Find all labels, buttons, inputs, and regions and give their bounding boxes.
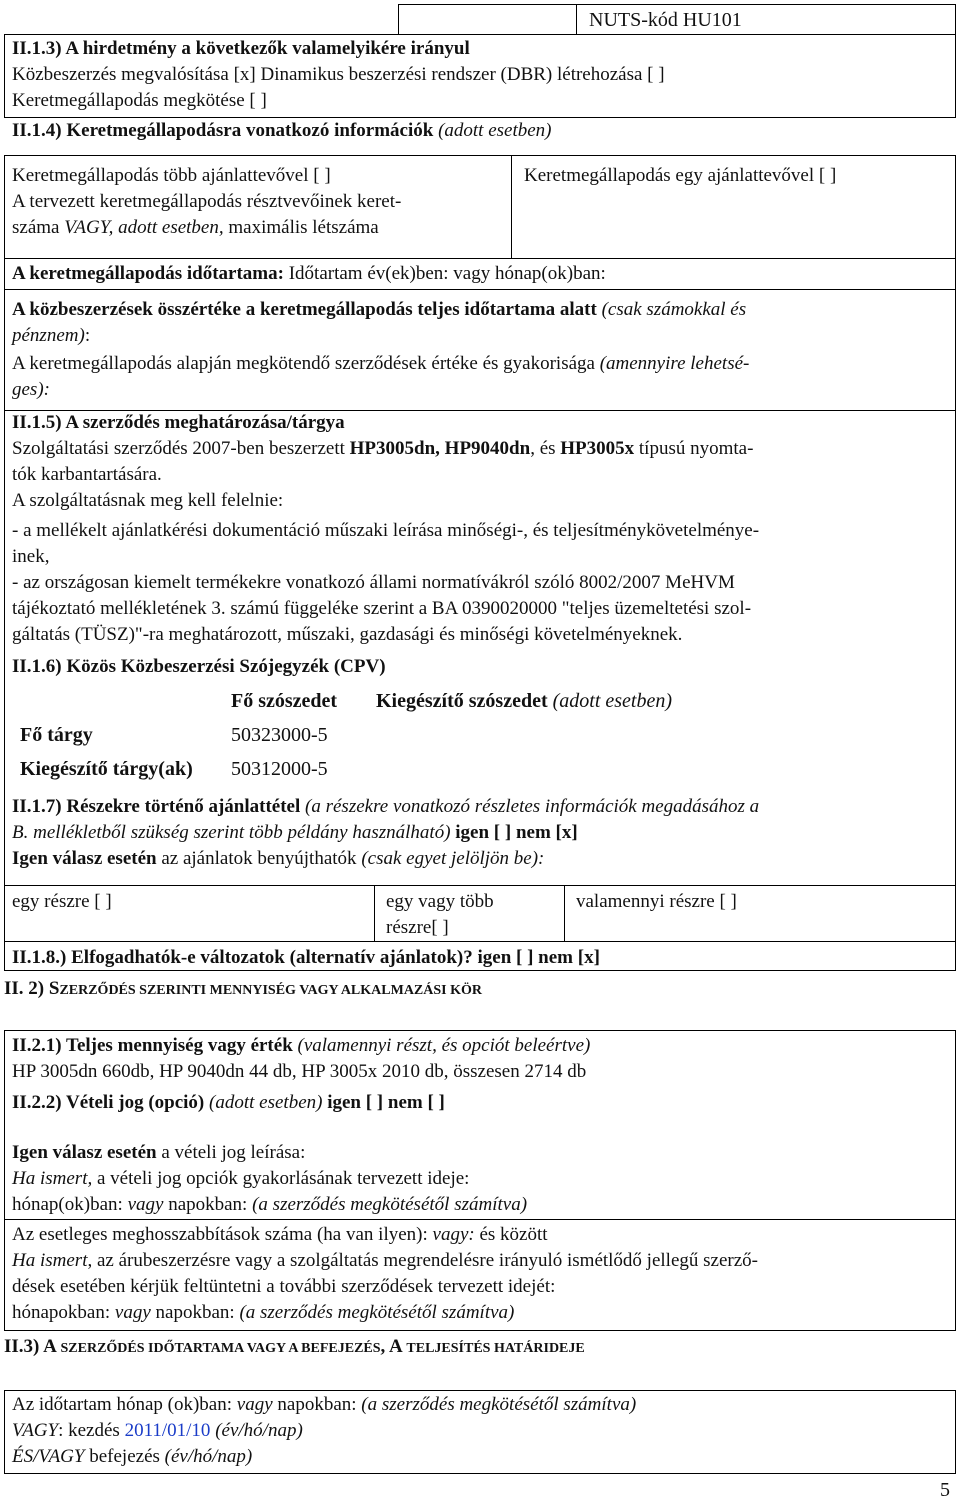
- duration-note: (a szerződés megkötésétől számítva): [361, 1394, 637, 1415]
- cpv-supp-code: 50312000-5: [231, 758, 328, 780]
- lots-yes-text: az ajánlatok benyújthatók: [161, 848, 357, 869]
- colon: :: [422, 1224, 428, 1245]
- section-ii-3-caps: SZERZŐDÉS IDŐTARTAMA VAGY A BEFEJEZÉS: [60, 1341, 381, 1356]
- framework-agreement-line: Keretmegállapodás megkötése [ ]: [12, 90, 267, 111]
- requirement-1-end: inek,: [12, 546, 50, 567]
- lots-option-several: egy vagy több: [386, 891, 494, 912]
- section-ii-2-1-note: (valamennyi részt, és opciót beleértve): [297, 1035, 591, 1056]
- section-ii-1-4-note: (adott esetben): [438, 120, 552, 141]
- cpv-supp-label: Kiegészítő tárgy(ak): [20, 758, 193, 780]
- section-ii-1-6-title: II.1.6) Közös Közbeszerzési Szójegyzék (CPV): [12, 656, 386, 677]
- cpv-supp-note: (adott esetben): [552, 690, 673, 712]
- end-label: befejezés: [89, 1446, 160, 1467]
- framework-multi-label: Keretmegállapodás több ajánlattevővel [ ]: [12, 165, 331, 186]
- recurring-text-2: dések esetében kérjük feltüntetni a további szerződések tervezett idejét:: [12, 1276, 556, 1297]
- section-ii-2-2-title: II.2.2) Vételi jog (opció): [12, 1092, 205, 1113]
- framework-max-label: maximális létszáma: [228, 217, 379, 238]
- section-ii-1-7-note-2: B. mellékletből szükség szerint több példány használható): [12, 822, 451, 843]
- header-empty-cell: [398, 4, 577, 35]
- contracts-value-label: A keretmegállapodás alapján megkötendő szerződések értéke és gyakorisága: [12, 353, 595, 374]
- requirements-intro: A szolgáltatásnak meg kell felelnie:: [12, 490, 284, 511]
- options-answer: igen [ ] nem [ ]: [327, 1092, 445, 1113]
- renewals-or: vagy:: [432, 1224, 475, 1245]
- recurring-months: hónapokban:: [12, 1302, 111, 1323]
- renewals-note: (ha van ilyen): [316, 1224, 423, 1245]
- end-date-format: (év/hó/nap): [164, 1446, 253, 1467]
- options-or: vagy: [127, 1194, 164, 1215]
- section-ii-2-heading: [4, 978, 482, 999]
- options-days: napokban:: [168, 1194, 248, 1215]
- renewals-between: és között: [479, 1224, 548, 1245]
- recurring-known: Ha ismert: [12, 1250, 88, 1271]
- options-days-note: (a szerződés megkötésétől számítva): [252, 1194, 528, 1215]
- contracts-value-note: (amennyire lehetsé-: [599, 353, 750, 374]
- options-months: hónap(ok)ban:: [12, 1194, 123, 1215]
- recurring-text: , az árubeszerzésre vagy a szolgáltatás megrendelésre irányuló ismétlődő jellegű szerző-: [87, 1250, 758, 1271]
- start-date: 2011/01/10: [124, 1420, 211, 1441]
- section-ii-2-prefix: II. 2) S: [4, 978, 60, 999]
- section-ii-3-caps-2: TELJESÍTÉS HATÁRIDEJE: [406, 1341, 585, 1356]
- framework-single-label: Keretmegállapodás egy ajánlattevővel [ ]: [524, 165, 837, 186]
- duration-or: vagy: [236, 1394, 273, 1415]
- section-ii-1-8-title: II.1.8.) Elfogadhatók-e változatok (alternatív ajánlatok)? igen [ ] nem [x]: [12, 947, 600, 968]
- framework-participants-label: A tervezett keretmegállapodás résztvevőinek keret-: [12, 191, 402, 212]
- section-ii-2-caps: ZERZŐDÉS SZERINTI MENNYISÉG VAGY ALKALMAZÁSI KÖR: [59, 983, 483, 998]
- requirement-1: - a mellékelt ajánlatkérési dokumentáció műszaki leírása minőségi-, és teljesítménykövetelményе-: [12, 520, 760, 541]
- section-ii-1-5-title: II.1.5) A szerződés meghatározása/tárgya: [12, 412, 345, 433]
- section-ii-2-1-title: II.2.1) Teljes mennyiség vagy érték: [12, 1035, 293, 1056]
- and-text: , és: [530, 438, 556, 459]
- section-ii-3-heading: [4, 1336, 585, 1357]
- options-known: Ha ismert,: [12, 1168, 93, 1189]
- nuts-code-box: [576, 4, 956, 35]
- total-quantity-text: HP 3005dn 660db, HP 9040dn 44 db, HP 3005x 2010 db, összesen 2714 db: [12, 1061, 587, 1082]
- section-ii-1-7-title: II.1.7) Részekre történő ajánlattétel: [12, 796, 301, 817]
- lots-yes-note: (csak egyet jelöljön be):: [361, 848, 545, 869]
- contracts-value-note-2: ges):: [12, 379, 50, 400]
- framework-count-label: száma: [12, 217, 60, 238]
- options-known-text: a vételi jog opciók gyakorlásának tervezett ideje:: [96, 1168, 470, 1189]
- lots-option-all: valamennyi részre [ ]: [576, 891, 737, 912]
- recurring-days-note: (a szerződés megkötésétől számítva): [239, 1302, 515, 1323]
- section-ii-1-3-title: II.1.3) A hirdetmény a következők valamelyikére irányul: [12, 38, 470, 59]
- lots-option-one: egy részre [ ]: [12, 891, 112, 912]
- cpv-main-code: 50323000-5: [231, 724, 328, 746]
- cpv-supp-header: Kiegészítő szószedet: [376, 690, 548, 712]
- contract-subject-line: tók karbantartására.: [12, 464, 162, 485]
- total-value-note: (csak számokkal és: [601, 299, 747, 320]
- cpv-main-header: Fő szószedet: [231, 690, 338, 712]
- nuts-code: NUTS-kód HU101: [589, 9, 742, 31]
- contract-subject-text: Szolgáltatási szerződés 2007-ben beszerzett: [12, 438, 345, 459]
- start-label: : kezdés: [58, 1420, 120, 1441]
- procurement-type-line: Közbeszerzés megvalósítása [x] Dinamikus beszerzési rendszer (DBR) létrehozása [ ]: [12, 64, 665, 85]
- section-ii-3-sep: , A: [380, 1336, 407, 1357]
- section-ii-1-7-note: (a részekre vonatkozó részletes információk megadásához a: [305, 796, 760, 817]
- lots-answer: igen [ ] nem [x]: [455, 822, 578, 843]
- framework-duration-text: Időtartam év(ek)ben: vagy hónap(ok)ban:: [288, 263, 606, 284]
- page-number: 5: [940, 1479, 950, 1501]
- cpv-main-label: Fő tárgy: [20, 724, 93, 746]
- start-date-format: (év/hó/nap): [215, 1420, 303, 1441]
- requirement-2-end: gáltatás (TÜSZ)"-ra meghatározott, műszaki, gazdasági és minőségi követelményeknek.: [12, 624, 683, 645]
- framework-or-label: VAGY, adott esetben,: [64, 217, 224, 238]
- start-or: VAGY: [12, 1420, 59, 1441]
- total-value-note-2: pénznem): [12, 325, 85, 346]
- requirement-2-cont: tájékoztató mellékletének 3. számú függeléke szerint a BA 0390020000 "teljes üzemeltetési szol-: [12, 598, 752, 619]
- lots-option-several-2: részre[ ]: [386, 917, 449, 938]
- colon: :: [84, 325, 91, 346]
- printer-model: HP3005x: [560, 438, 635, 459]
- total-value-label: A közbeszerzések összértéke a keretmegállapodás teljes időtartama alatt: [12, 299, 597, 320]
- renewals-count-label: Az esetleges meghosszabbítások száma: [12, 1224, 313, 1245]
- contract-subject-text-end: típusú nyomta-: [638, 438, 754, 459]
- framework-duration-label: A keretmegállapodás időtartama:: [12, 263, 284, 284]
- section-ii-1-4-title: II.1.4) Keretmegállapodásra vonatkozó információk: [12, 120, 434, 141]
- options-yes-label: Igen válasz esetén: [12, 1142, 157, 1163]
- section-ii-3-prefix: II.3) A: [4, 1336, 61, 1357]
- section-ii-2-2-note: (adott esetben): [209, 1092, 323, 1113]
- recurring-days: napokban:: [155, 1302, 235, 1323]
- end-and-or: ÉS/VAGY: [12, 1446, 85, 1467]
- duration-months-label: Az időtartam hónap (ok)ban:: [12, 1394, 233, 1415]
- recurring-or: vagy: [114, 1302, 151, 1323]
- printer-models: HP3005dn, HP9040dn: [349, 438, 531, 459]
- options-yes-text: a vételi jog leírása:: [161, 1142, 306, 1163]
- requirement-2: - az országosan kiemelt termékekre vonatkozó állami normatívákról szóló 8002/2007 MeHVM: [12, 572, 735, 593]
- lots-yes-label: Igen válasz esetén: [12, 848, 157, 869]
- duration-days-label: napokban:: [277, 1394, 357, 1415]
